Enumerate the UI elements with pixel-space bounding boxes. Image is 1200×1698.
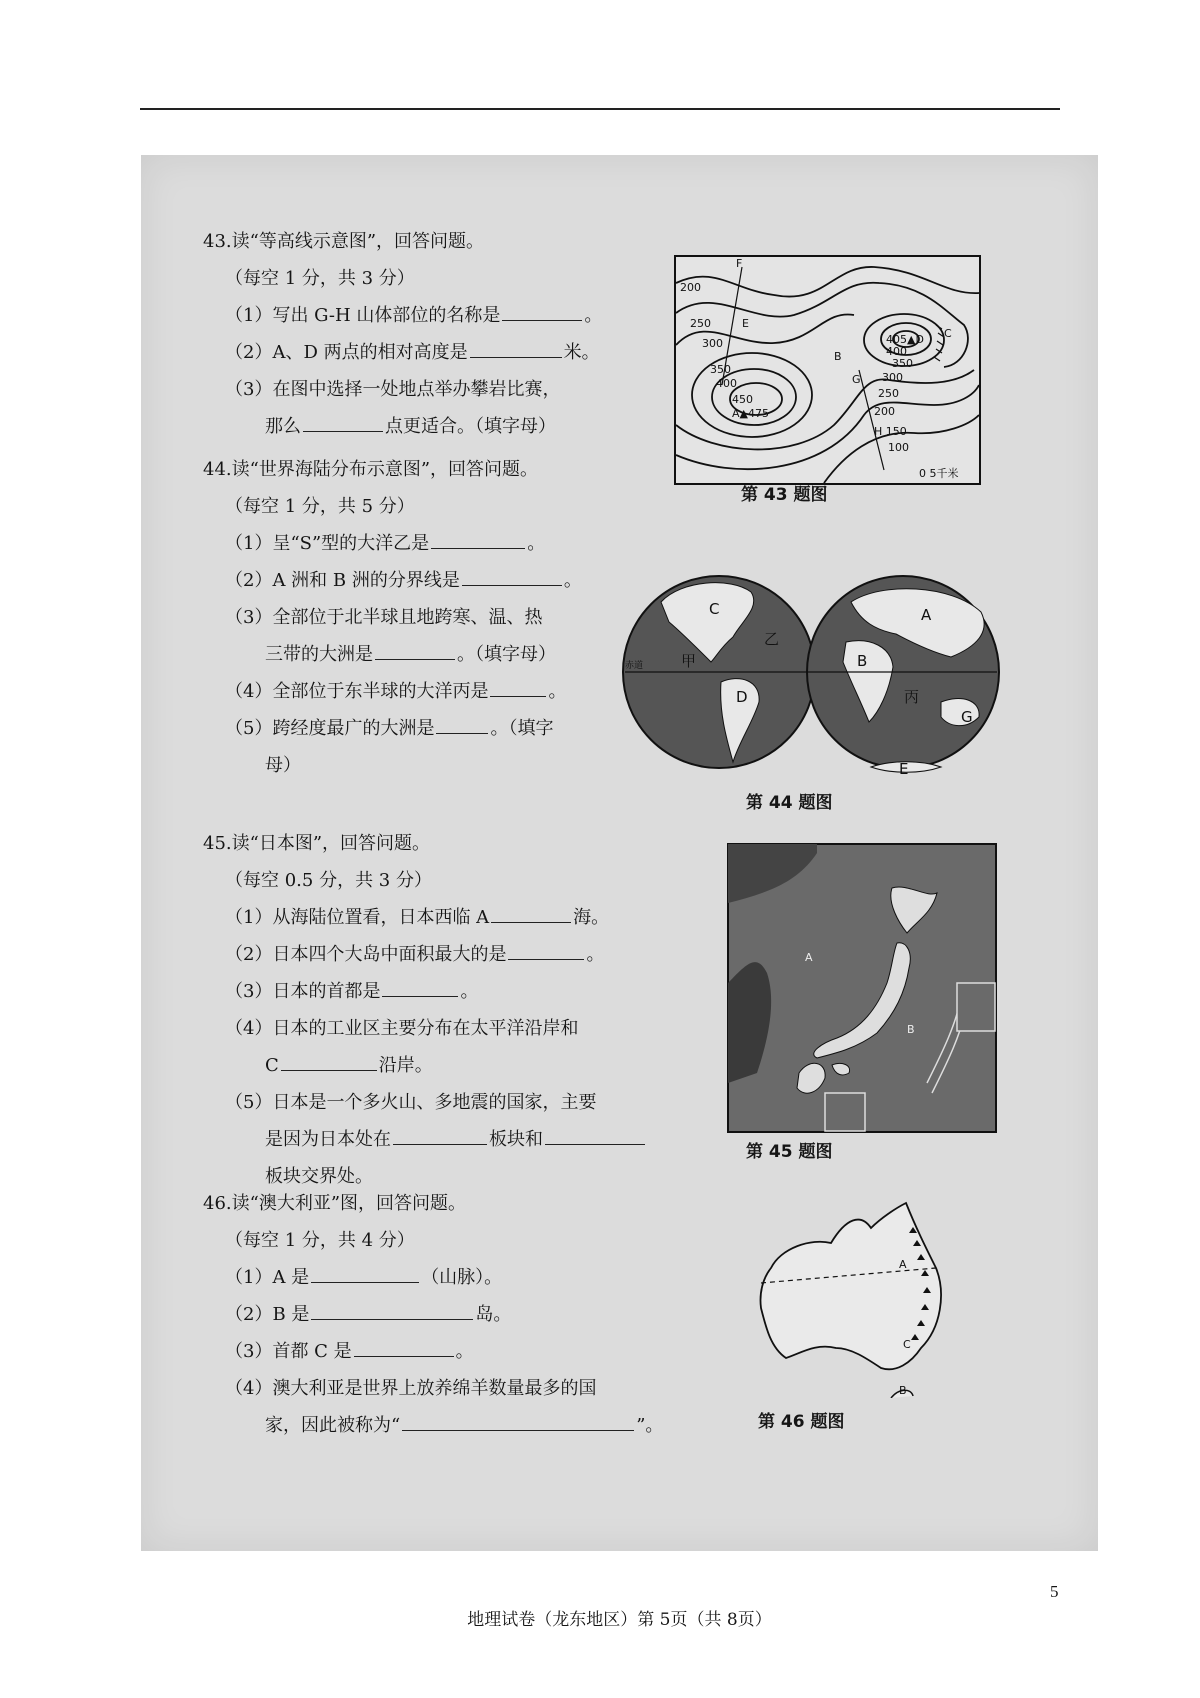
- q46-sub4-cont: 家，因此被称为“ ”。: [203, 1407, 663, 1444]
- svg-text:C: C: [709, 600, 720, 618]
- q43-score: （每空 1 分，共 3 分）: [225, 268, 415, 289]
- q44-sub3-cont: 三带的大洲是 。（填字母）: [203, 636, 582, 673]
- figure-46-caption: 第 46 题图: [758, 1412, 845, 1432]
- answer-blank[interactable]: [545, 1125, 645, 1145]
- answer-blank[interactable]: [303, 412, 383, 432]
- svg-text:100: 100: [888, 441, 909, 454]
- svg-text:0 5千米: 0 5千米: [919, 467, 959, 480]
- page-number: 5: [1050, 1582, 1059, 1601]
- question-45: [203, 825, 647, 1195]
- contour-map-figure: [674, 255, 981, 485]
- svg-text:200: 200: [680, 281, 701, 294]
- svg-text:G: G: [961, 708, 973, 726]
- q43-title: 43.读“等高线示意图”，回答问题。: [203, 231, 485, 252]
- svg-text:250: 250: [690, 317, 711, 330]
- q43-sub1: （1）写出 G-H 山体部位的名称是 。: [203, 297, 602, 334]
- q46-title: 46.读“澳大利亚”图，回答问题。: [203, 1193, 467, 1214]
- question-44: [203, 451, 582, 784]
- svg-text:250: 250: [878, 387, 899, 400]
- answer-blank[interactable]: [393, 1125, 487, 1145]
- q45-sub1: （1）从海陆位置看，日本西临 A 海。: [203, 899, 647, 936]
- q44-sub2: （2）A 洲和 B 洲的分界线是 。: [203, 562, 582, 599]
- svg-text:400: 400: [886, 345, 907, 358]
- svg-text:A▲475: A▲475: [732, 407, 769, 420]
- q45-sub5-cont: 是因为日本处在 板块和: [203, 1121, 647, 1158]
- svg-text:D: D: [736, 688, 748, 706]
- svg-text:B: B: [834, 350, 842, 363]
- q45-sub4: （4）日本的工业区主要分布在太平洋沿岸和: [225, 1018, 579, 1039]
- q43-sub3: （3）在图中选择一处地点举办攀岩比赛，: [225, 379, 561, 400]
- answer-blank[interactable]: [311, 1263, 419, 1283]
- australia-map-figure: [731, 1198, 971, 1398]
- figure-43-caption: 第 43 题图: [741, 485, 828, 505]
- figure-45-caption: 第 45 题图: [746, 1142, 833, 1162]
- svg-text:赤道: 赤道: [625, 661, 644, 671]
- svg-text:甲: 甲: [681, 652, 697, 670]
- svg-text:C: C: [944, 327, 952, 340]
- q46-sub3: （3）首都 C 是 。: [203, 1333, 663, 1370]
- svg-text:A: A: [899, 1258, 907, 1271]
- answer-blank[interactable]: [375, 640, 455, 660]
- q46-sub2: （2）B 是 岛。: [203, 1296, 663, 1333]
- svg-text:B: B: [899, 1384, 907, 1397]
- header-rule: [140, 108, 1060, 110]
- q45-sub4-cont: C 沿岸。: [203, 1047, 647, 1084]
- scanned-exam-page: [141, 155, 1098, 1630]
- figure-44-caption: 第 44 题图: [746, 793, 833, 813]
- q45-sub5-end: 板块交界处。: [265, 1166, 373, 1187]
- q45-title: 45.读“日本图”，回答问题。: [203, 833, 431, 854]
- answer-blank[interactable]: [462, 566, 562, 586]
- answer-blank[interactable]: [311, 1300, 473, 1320]
- svg-text:B: B: [857, 652, 868, 670]
- svg-text:350: 350: [710, 363, 731, 376]
- q44-title: 44.读“世界海陆分布示意图”，回答问题。: [203, 459, 539, 480]
- q44-sub1: （1）呈“S”型的大洋乙是 。: [203, 525, 582, 562]
- svg-text:A: A: [921, 606, 932, 624]
- answer-blank[interactable]: [382, 977, 458, 997]
- q46-sub4: （4）澳大利亚是世界上放养绵羊数量最多的国: [225, 1378, 597, 1399]
- q45-sub2: （2）日本四个大岛中面积最大的是 。: [203, 936, 647, 973]
- svg-text:E: E: [899, 760, 909, 778]
- svg-text:F: F: [736, 257, 743, 270]
- q43-sub3-cont: 那么 点更适合。（填字母）: [203, 408, 602, 445]
- answer-blank[interactable]: [508, 940, 584, 960]
- question-43: [203, 223, 602, 445]
- answer-blank[interactable]: [491, 903, 571, 923]
- svg-text:丙: 丙: [904, 688, 920, 706]
- world-hemispheres-figure: [621, 562, 1001, 787]
- svg-text:E: E: [742, 317, 749, 330]
- q44-sub5: （5）跨经度最广的大洲是 。（填字: [203, 710, 582, 747]
- japan-map-figure: [727, 843, 997, 1133]
- svg-text:300: 300: [702, 337, 723, 350]
- answer-blank[interactable]: [431, 529, 525, 549]
- svg-text:G: G: [852, 373, 861, 386]
- svg-text:B: B: [907, 1023, 915, 1036]
- answer-blank[interactable]: [354, 1337, 454, 1357]
- q44-sub5-cont: 母）: [265, 755, 301, 776]
- q43-sub2: （2）A、D 两点的相对高度是 米。: [203, 334, 602, 371]
- q44-sub3: （3）全部位于北半球且地跨寒、温、热: [225, 607, 543, 628]
- exam-footer: 地理试卷（龙东地区）第 5页（共 8页）: [467, 1610, 772, 1630]
- answer-blank[interactable]: [436, 714, 488, 734]
- q44-sub4: （4）全部位于东半球的大洋丙是 。: [203, 673, 582, 710]
- svg-text:405▲D: 405▲D: [886, 333, 924, 346]
- svg-text:450: 450: [732, 393, 753, 406]
- q45-score: （每空 0.5 分，共 3 分）: [225, 870, 432, 891]
- question-46: [203, 1185, 663, 1444]
- q45-sub3: （3）日本的首都是 。: [203, 973, 647, 1010]
- q44-score: （每空 1 分，共 5 分）: [225, 496, 415, 517]
- svg-text:300: 300: [882, 371, 903, 384]
- svg-text:H 150: H 150: [874, 425, 907, 438]
- q45-sub5: （5）日本是一个多火山、多地震的国家，主要: [225, 1092, 597, 1113]
- answer-blank[interactable]: [470, 338, 562, 358]
- answer-blank[interactable]: [502, 301, 582, 321]
- svg-text:350: 350: [892, 357, 913, 370]
- answer-blank[interactable]: [281, 1051, 377, 1071]
- svg-text:A: A: [805, 951, 813, 964]
- answer-blank[interactable]: [402, 1411, 634, 1431]
- q46-sub1: （1）A 是 （山脉）。: [203, 1259, 663, 1296]
- svg-text:200: 200: [874, 405, 895, 418]
- q46-score: （每空 1 分，共 4 分）: [225, 1230, 415, 1251]
- answer-blank[interactable]: [490, 677, 546, 697]
- svg-text:乙: 乙: [764, 630, 780, 648]
- svg-text:400: 400: [716, 377, 737, 390]
- svg-text:C: C: [903, 1338, 911, 1351]
